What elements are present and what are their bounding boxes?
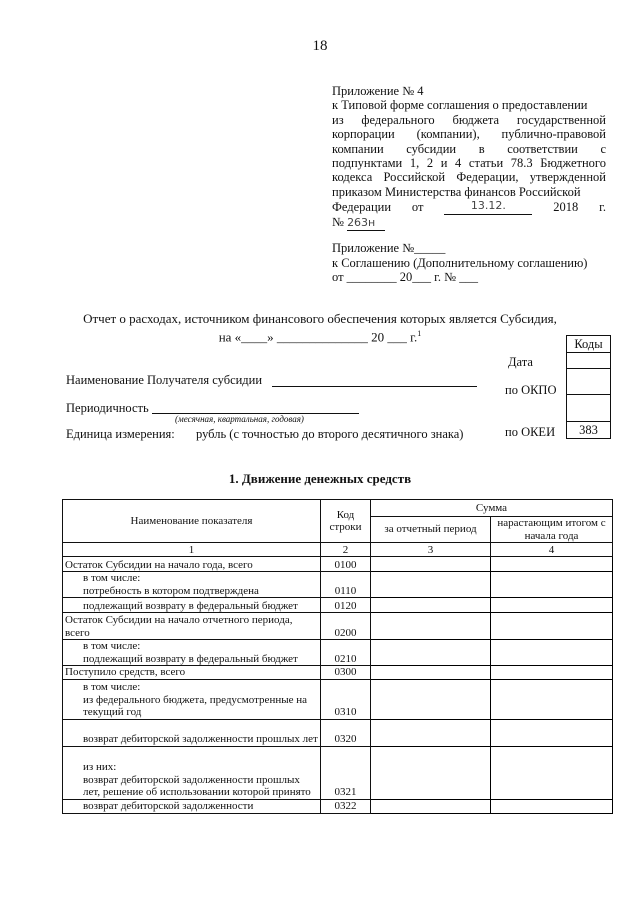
value-cell[interactable] [371, 598, 491, 613]
unit-value: рубль (с точностью до второго десятичного знака) [196, 427, 464, 441]
federation-word: Федерации [332, 200, 392, 215]
appendix-4-number-line [332, 215, 606, 231]
handwritten-number: 263н [347, 216, 385, 231]
table-row [63, 799, 613, 813]
header-cumulative: нарастающим итогом с начала года [491, 517, 613, 543]
value-cell[interactable] [491, 598, 613, 613]
column-number: 2 [321, 543, 371, 557]
value-cell[interactable] [491, 679, 613, 719]
header-name: Наименование показателя [63, 500, 321, 543]
report-date-line [0, 326, 640, 344]
row-code: 0320 [321, 719, 371, 746]
row-code: 0321 [321, 746, 371, 799]
table-header-row [63, 500, 613, 517]
periodicity-label: Периодичность [66, 401, 149, 415]
row-label: Остаток Субсидии на начало отчетного периода, всего [63, 613, 321, 640]
table-row [63, 557, 613, 572]
okei-code: 383 [579, 423, 598, 437]
row-code: 0100 [321, 557, 371, 572]
table-row [63, 640, 613, 666]
column-number: 1 [63, 543, 321, 557]
periodicity-hint: (месячная, квартальная, годовая) [175, 414, 304, 424]
value-cell[interactable] [491, 640, 613, 666]
report-title: Отчет о расходах, источником финансового обеспечения которых является Субсидия, [83, 311, 557, 326]
row-label: в том числе: подлежащий возврату в федеральный бюджет [63, 640, 321, 666]
okei-label: по ОКЕИ [505, 425, 556, 439]
year-g: г. [599, 200, 606, 215]
row-code: 0300 [321, 666, 371, 680]
appendix-4-line: к Типовой форме соглашения о предоставлении [332, 98, 588, 113]
value-cell[interactable] [371, 640, 491, 666]
appendix-4-title: Приложение № 4 [332, 84, 424, 98]
appendix-4-block [332, 84, 606, 231]
row-code: 0200 [321, 613, 371, 640]
date-label: Дата [508, 355, 533, 369]
codes-divider [566, 394, 611, 395]
unit-label: Единица измерения: [66, 427, 175, 441]
value-cell[interactable] [491, 799, 613, 813]
row-code: 0310 [321, 679, 371, 719]
footnote-mark: 1 [417, 329, 422, 338]
value-cell[interactable] [371, 799, 491, 813]
value-cell[interactable] [371, 746, 491, 799]
table-row [63, 746, 613, 799]
value-cell[interactable] [491, 719, 613, 746]
value-cell[interactable] [371, 719, 491, 746]
value-cell[interactable] [491, 746, 613, 799]
row-label: подлежащий возврату в федеральный бюджет [63, 598, 321, 613]
number-sign: № [332, 214, 344, 229]
value-cell[interactable] [491, 572, 613, 598]
column-number: 4 [491, 543, 613, 557]
value-cell[interactable] [491, 557, 613, 572]
header-sum: Сумма [371, 500, 613, 517]
section-title: 1. Движение денежных средств [228, 471, 412, 486]
okpo-label: по ОКПО [505, 383, 557, 397]
appendix-4-line: компании субсидии в соответствии с [332, 141, 606, 156]
appendix-blank-block [332, 241, 606, 285]
value-cell[interactable] [371, 572, 491, 598]
row-code: 0210 [321, 640, 371, 666]
year: 2018 [553, 200, 579, 215]
row-code: 0120 [321, 598, 371, 613]
appendix-4-date-line [332, 199, 606, 214]
appendix-blank-agreement: к Соглашению (Дополнительному соглашению) [332, 255, 588, 270]
appendix-4-line: корпорации (компании), публично-правовой [332, 127, 606, 142]
ot-word: от [411, 200, 424, 215]
appendix-4-line: кодекса Российской Федерации, утвержденной [332, 170, 606, 185]
table-row [63, 679, 613, 719]
value-cell[interactable] [371, 557, 491, 572]
report-title-block [0, 311, 640, 344]
table-row [63, 572, 613, 598]
appendix-4-line: подпунктами 1, 2 и 4 статьи 78.3 Бюджетного [332, 156, 606, 171]
value-cell[interactable] [491, 613, 613, 640]
page-number: 18 [312, 38, 328, 54]
value-cell[interactable] [371, 613, 491, 640]
row-label: в том числе: потребность в котором подтверждена [63, 572, 321, 598]
row-label: Остаток Субсидии на начало года, всего [63, 557, 321, 572]
row-code: 0110 [321, 572, 371, 598]
appendix-blank-title: Приложение №_____ [332, 241, 446, 255]
table-row [63, 719, 613, 746]
header-code: Код строки [321, 500, 371, 543]
recipient-label: Наименование Получателя субсидии [66, 373, 263, 387]
table-row [63, 598, 613, 613]
appendix-4-line: приказом Министерства финансов Российской [332, 184, 581, 199]
value-cell[interactable] [491, 666, 613, 680]
value-cell[interactable] [371, 666, 491, 680]
row-label: из них: возврат дебиторской задолженности прошлых лет, решение об использовании которой принято [63, 746, 321, 799]
column-numbers-row [63, 543, 613, 557]
row-label: возврат дебиторской задолженности прошлых лет [63, 719, 321, 746]
codes-divider [566, 368, 611, 369]
cash-flow-table [62, 499, 613, 814]
appendix-blank-date: от ________ 20___ г. № ___ [332, 270, 478, 284]
report-date: на «____» ______________ 20 ___ г. [218, 329, 418, 345]
table-row [63, 613, 613, 640]
column-number: 3 [371, 543, 491, 557]
handwritten-date: 13.12. [444, 199, 532, 214]
value-cell[interactable] [371, 679, 491, 719]
appendix-4-line: из федерального бюджета государственной [332, 112, 606, 127]
recipient-line [272, 386, 477, 387]
row-label: Поступило средств, всего [63, 666, 321, 680]
row-code: 0322 [321, 799, 371, 813]
row-label: возврат дебиторской задолженности [63, 799, 321, 813]
header-period: за отчетный период [371, 517, 491, 543]
table-row [63, 666, 613, 680]
row-label: в том числе: из федерального бюджета, предусмотренные на текущий год [63, 679, 321, 719]
codes-header: Коды [566, 336, 611, 353]
